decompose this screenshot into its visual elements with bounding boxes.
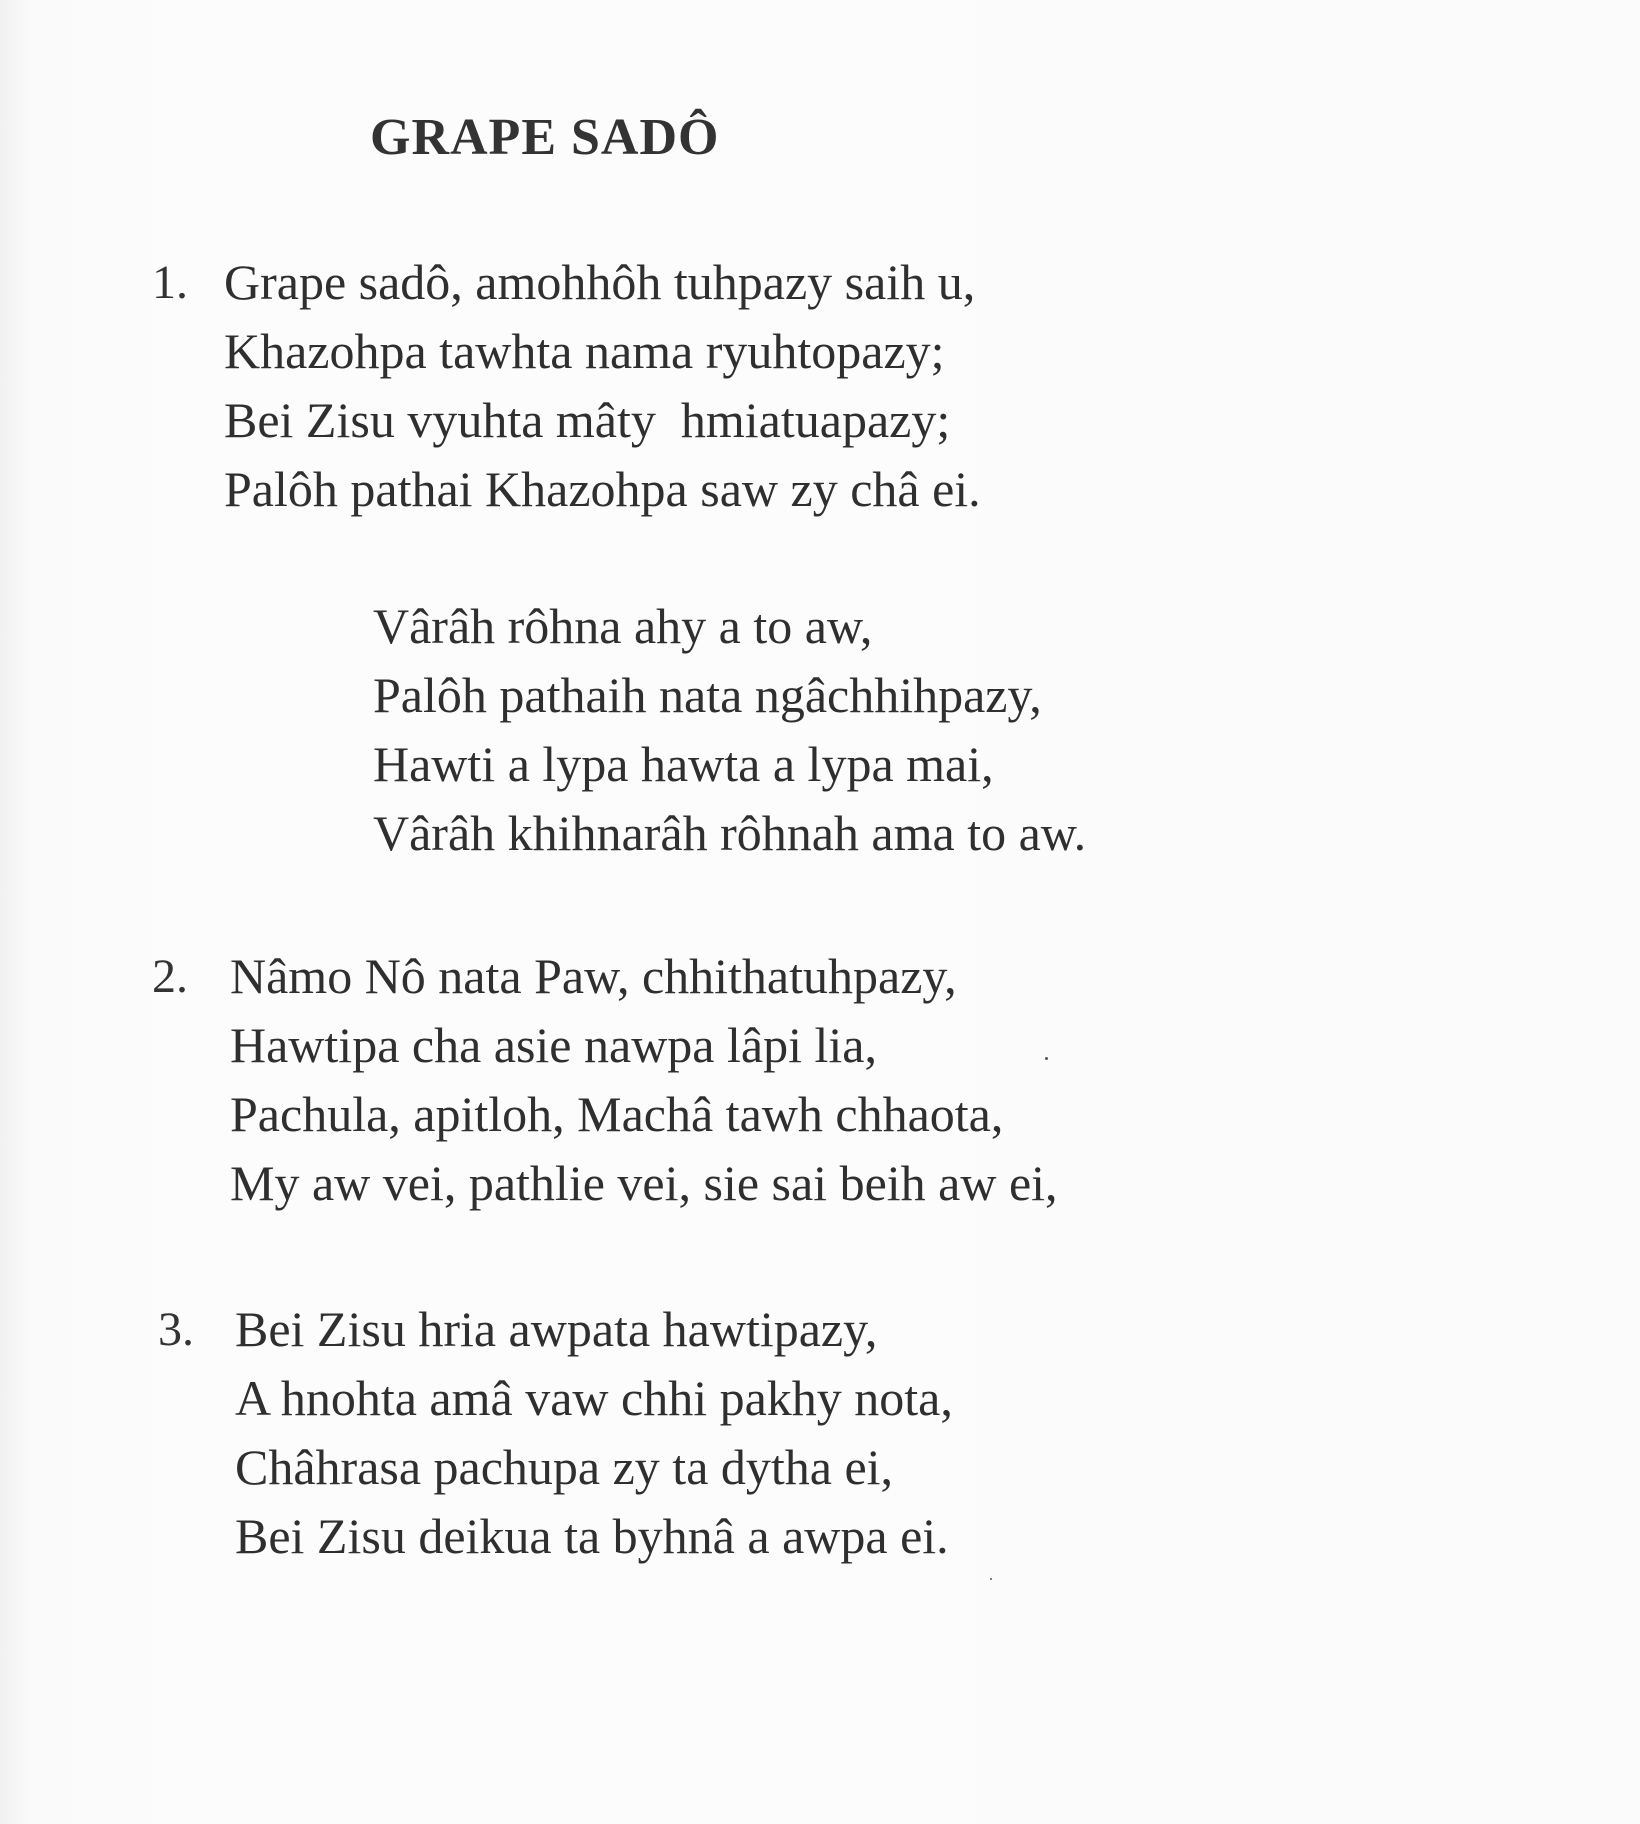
verse-line: Khazohpa tawhta nama ryuhtopazy; bbox=[224, 323, 945, 379]
chorus-line: Vârâh khihnarâh rôhnah ama to aw. bbox=[373, 805, 1087, 861]
verse-number: 2. bbox=[152, 950, 188, 1003]
verse-line: Palôh pathai Khazohpa saw zy châ ei. bbox=[224, 461, 981, 517]
verse-1 bbox=[224, 248, 981, 524]
verse-line: Grape sadô, amohhôh tuhpazy saih u, bbox=[224, 254, 976, 310]
verse-line: Bei Zisu deikua ta byhnâ a awpa ei. bbox=[235, 1508, 949, 1564]
chorus-line: Palôh pathaih nata ngâchhihpazy, bbox=[373, 667, 1042, 723]
verse-line: A hnohta amâ vaw chhi pakhy nota, bbox=[235, 1370, 953, 1426]
verse-number: 1. bbox=[152, 256, 188, 309]
chorus-line: Vârâh rôhna ahy a to aw, bbox=[373, 598, 873, 654]
verse-3 bbox=[235, 1295, 953, 1571]
print-speck bbox=[1045, 1057, 1048, 1060]
verse-line: Nâmo Nô nata Paw, chhithatuhpazy, bbox=[230, 948, 957, 1004]
verse-2 bbox=[230, 942, 1058, 1218]
verse-line: Bei Zisu hria awpata hawtipazy, bbox=[235, 1301, 878, 1357]
verse-line: My aw vei, pathlie vei, sie sai beih aw ei, bbox=[230, 1155, 1058, 1211]
chorus-line: Hawti a lypa hawta a lypa mai, bbox=[373, 736, 994, 792]
chorus bbox=[373, 592, 1086, 868]
verse-line: Bei Zisu vyuhta mâty hmiatuapazy; bbox=[224, 392, 951, 448]
verse-line: Pachula, apitloh, Machâ tawh chhaota, bbox=[230, 1086, 1004, 1142]
verse-number: 3. bbox=[158, 1303, 194, 1356]
print-speck bbox=[990, 1578, 992, 1580]
verse-line: Châhrasa pachupa zy ta dytha ei, bbox=[235, 1439, 894, 1495]
song-title: GRAPE SADÔ bbox=[370, 109, 720, 166]
verse-line: Hawtipa cha asie nawpa lâpi lia, bbox=[230, 1017, 877, 1073]
